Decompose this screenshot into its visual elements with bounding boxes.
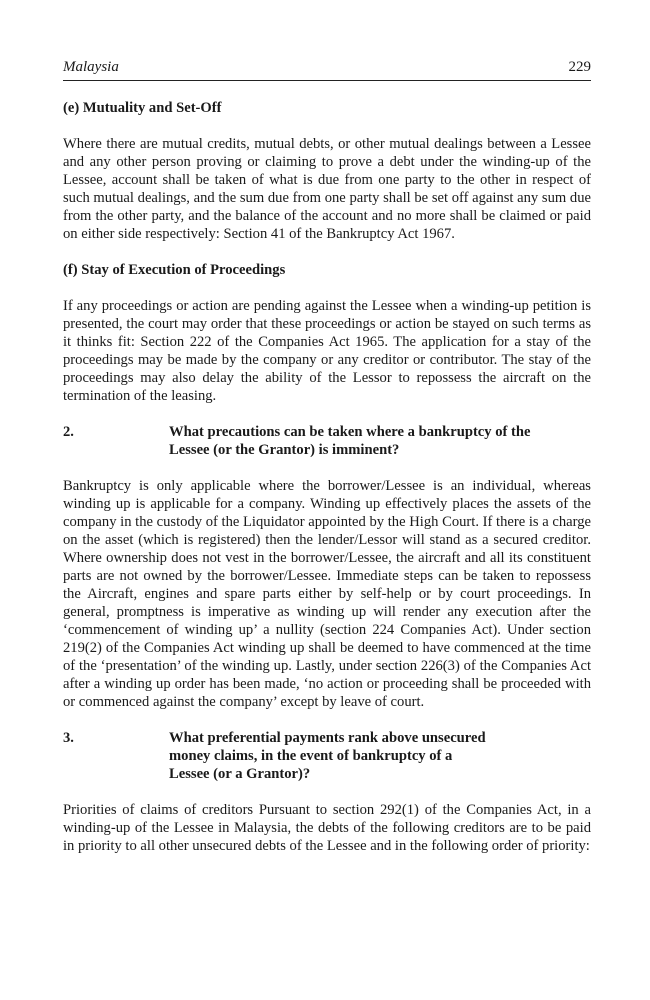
- question-3-text: [169, 729, 591, 783]
- question-3-body: Priorities of claims of creditors Pursuant to section 292(1) of the Companies Act, in a winding-up of the Lessee in Malaysia, the debts of the following creditors are to be paid in priority to all other unsecured debts of the Lessee and in the following order of priority:: [63, 802, 591, 854]
- section-e-heading: (e) Mutuality and Set-Off: [63, 100, 222, 116]
- section-e-body: Where there are mutual credits, mutual debts, or other mutual dealings between a Lessee and any other person proving or claiming to prove a debt under the winding-up of the Lessee, account shall be taken of what is due from one party to the other in respect of such mutual dealings, and the sum due from one party shall be set off against any sum due from the other party, and the balance of the account and no more shall be claimed or paid on either side respectively: Section 41 of the Bankruptcy Act 1967.: [63, 136, 591, 242]
- section-f-heading: (f) Stay of Execution of Proceedings: [63, 262, 286, 278]
- question-3-line: What preferential payments rank above unsecured: [169, 730, 486, 746]
- running-header: [63, 57, 591, 81]
- question-3-line: Lessee (or a Grantor)?: [169, 766, 311, 782]
- section-f-body: If any proceedings or action are pending against the Lessee when a winding-up petition is presented, the court may order that these proceedings or action be stayed on such terms as it thinks fit: Section 222 of the Companies Act 1965. The application for a stay of the proceedings may be made by the company or any creditor or contributor. The stay of the proceedings may also delay the ability of the Lessor to repossess the aircraft on the termination of the leasing.: [63, 298, 591, 404]
- question-2-line: What precautions can be taken where a bankruptcy of the: [169, 424, 531, 440]
- page: [63, 57, 591, 855]
- question-2-number: 2.: [63, 424, 74, 440]
- question-2-heading: [63, 423, 591, 459]
- question-2-line: Lessee (or the Grantor) is imminent?: [169, 442, 400, 458]
- question-2-body: Bankruptcy is only applicable where the borrower/Lessee is an individual, whereas winding up is applicable for a company. Winding up effectively places the assets of the company in the custody of the Liquidator appointed by the High Court. If there is a charge on the asset (which is registered) then the lender/Lessor will stand as a secured creditor. Where ownership does not vest in the borrower/Lessee, the aircraft and all its constituent parts are not owned by the borrower/Lessee. Immediate steps can be taken to repossess the Aircraft, engines and spare parts either by self-help or by court proceedings. In general, promptness is imperative as winding up will render any execution after the ‘commencement of winding up’ a nullity (section 224 Companies Act). Under section 219(2) of the Companies Act winding up shall be deemed to have commenced at the time of the ‘presentation’ of the winding up. Lastly, under section 226(3) of the Companies Act after a winding up order has been made, ‘no action or proceeding shall be proceeded with or commenced against the company’ except by leave of court.: [63, 478, 591, 710]
- question-3-number: 3.: [63, 730, 74, 746]
- running-header-title: Malaysia: [63, 59, 119, 75]
- question-3-heading: [63, 729, 591, 783]
- question-2-text: [169, 423, 591, 459]
- question-3-line: money claims, in the event of bankruptcy of a: [169, 748, 453, 764]
- page-number: 229: [568, 59, 591, 75]
